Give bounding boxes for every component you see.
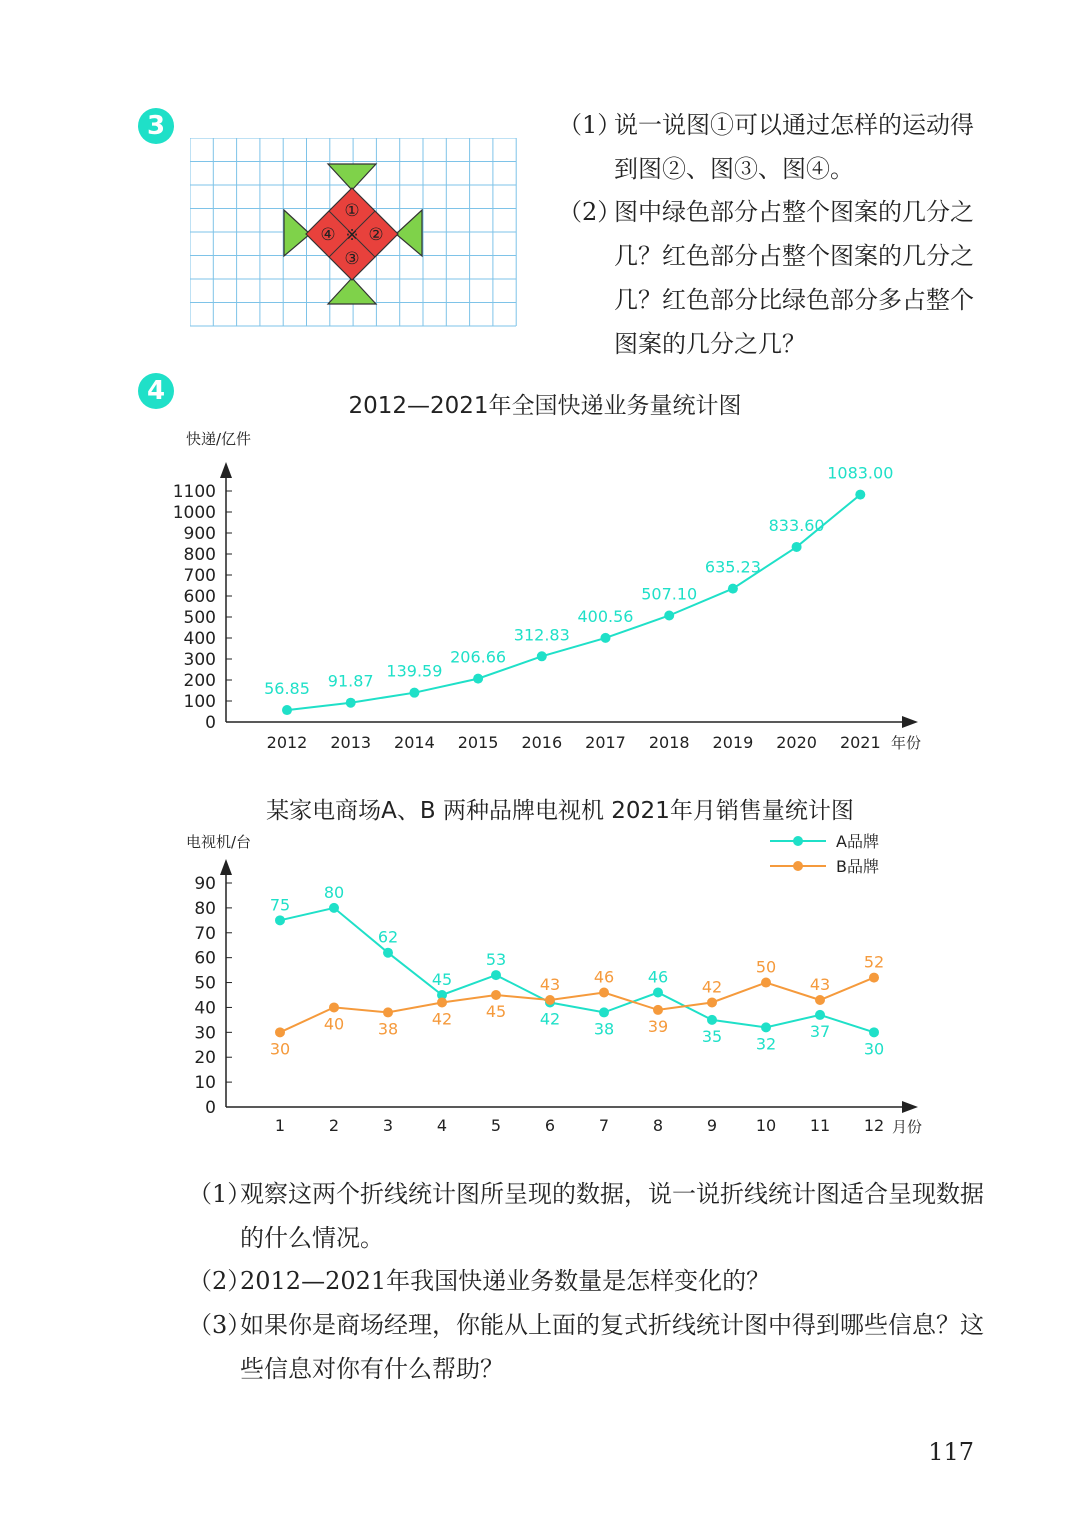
y-tick-label: 30 xyxy=(194,1023,216,1044)
data-label: 635.23 xyxy=(704,557,761,577)
series-a-label: 32 xyxy=(755,1034,777,1054)
data-label: 206.66 xyxy=(450,647,507,667)
x-tick-label: 3 xyxy=(382,1116,394,1135)
x-tick-label: 2014 xyxy=(394,733,435,752)
series-a-point xyxy=(599,1007,609,1017)
x-tick-label: 8 xyxy=(652,1116,664,1135)
exercise-4-question-2 xyxy=(188,1259,936,1303)
series-a-point xyxy=(815,1010,825,1020)
series-b-label: 43 xyxy=(809,974,831,994)
x-tick-label: 2 xyxy=(328,1116,340,1135)
y-tick-label: 90 xyxy=(194,874,216,894)
data-point xyxy=(855,490,865,500)
green-triangle-bottom xyxy=(328,278,376,304)
x-tick-label: 4 xyxy=(436,1116,448,1135)
series-b-label: 50 xyxy=(755,957,777,977)
series-b-point xyxy=(491,990,501,1000)
chart-1-title: 2012—2021年全国快递业务量统计图 xyxy=(348,393,742,419)
data-label: 312.83 xyxy=(513,625,570,645)
figure-label-2: ② xyxy=(368,225,384,245)
series-b-label: 30 xyxy=(269,1039,291,1059)
x-tick-label: 2013 xyxy=(330,733,372,752)
question-number: （2） xyxy=(558,198,622,226)
series-a-line xyxy=(280,908,874,1032)
y-tick-label: 60 xyxy=(194,948,216,969)
figure-label-3: ③ xyxy=(344,249,360,269)
series-b-point xyxy=(329,1002,339,1012)
series-a-label: 38 xyxy=(593,1019,615,1039)
y-tick-label: 400 xyxy=(183,629,216,649)
series-b-point xyxy=(383,1007,393,1017)
series-b-label: 42 xyxy=(701,977,723,997)
y-tick-label: 100 xyxy=(183,692,216,712)
series-b-point xyxy=(761,978,771,988)
series-a-label: 46 xyxy=(647,967,669,987)
data-point xyxy=(346,698,356,708)
series-a-point xyxy=(275,915,285,925)
legend-label-b: B品牌 xyxy=(836,857,879,876)
express-chart xyxy=(160,420,940,760)
data-label: 400.56 xyxy=(577,606,634,626)
series-a-point xyxy=(761,1022,771,1032)
series-b-point xyxy=(869,973,879,983)
y-tick-label: 900 xyxy=(183,524,216,544)
data-label: 833.60 xyxy=(768,515,825,535)
question-number: （2） xyxy=(188,1267,252,1295)
question-text: 观察这两个折线统计图所呈现的数据，说一说折线统计图适合呈现数据的什么情况。 xyxy=(240,1180,984,1252)
data-point xyxy=(282,705,292,715)
series-a-point xyxy=(707,1015,717,1025)
series-b-point xyxy=(653,1005,663,1015)
data-label: 139.59 xyxy=(386,661,443,681)
x-tick-label: 2015 xyxy=(457,733,499,752)
y-tick-label: 700 xyxy=(183,566,216,586)
x-tick-label: 2017 xyxy=(585,733,626,752)
x-tick-label: 6 xyxy=(544,1116,556,1135)
question-text: 说一说图①可以通过怎样的运动得到图②、图③、图④。 xyxy=(614,111,974,183)
x-tick-label: 2012 xyxy=(266,733,308,752)
exercise-4-question-1 xyxy=(188,1172,984,1260)
x-tick-label: 5 xyxy=(490,1116,502,1135)
series-a-label: 53 xyxy=(485,950,507,970)
data-point xyxy=(473,674,483,684)
y-tick-label: 800 xyxy=(183,545,216,565)
series-b-label: 38 xyxy=(377,1019,399,1039)
chart-2-xlabel: 月份 xyxy=(892,1118,923,1136)
series-b-label: 42 xyxy=(431,1009,453,1029)
y-tick-label: 0 xyxy=(205,1098,216,1118)
y-tick-label: 20 xyxy=(194,1048,216,1069)
data-label: 507.10 xyxy=(641,584,698,604)
y-tick-label: 500 xyxy=(183,608,216,628)
y-tick-label: 80 xyxy=(194,898,216,919)
series-a-label: 62 xyxy=(377,927,399,947)
series-a-point xyxy=(383,948,393,958)
data-label: 56.85 xyxy=(264,679,310,699)
y-tick-label: 0 xyxy=(205,713,216,733)
question-text: 如果你是商场经理，你能从上面的复式折线统计图中得到哪些信息？这些信息对你有什么帮助？ xyxy=(240,1311,984,1383)
data-label: 1083.00 xyxy=(827,463,894,483)
y-tick-label: 40 xyxy=(194,998,216,1019)
y-tick-label: 200 xyxy=(183,671,216,691)
chart-1-ylabel: 快递/亿件 xyxy=(186,430,252,448)
data-point xyxy=(664,611,674,621)
green-triangle-top xyxy=(328,164,376,190)
chart-2-title: 某家电商场A、B 两种品牌电视机 2021年月销售量统计图 xyxy=(266,798,854,824)
y-tick-label: 10 xyxy=(194,1073,216,1094)
x-tick-label: 2016 xyxy=(521,733,563,752)
legend-marker-a xyxy=(793,836,803,846)
y-tick-label: 600 xyxy=(183,587,216,607)
data-point xyxy=(728,584,738,594)
exercise-3-badge: 3 xyxy=(138,108,174,144)
exercise-4-badge: 4 xyxy=(138,373,174,409)
question-number: （3） xyxy=(188,1311,252,1339)
x-tick-label: 9 xyxy=(706,1116,718,1135)
series-b-point xyxy=(707,997,717,1007)
series-a-point xyxy=(491,970,501,980)
x-tick-label: 2019 xyxy=(712,733,754,752)
tv-sales-chart xyxy=(160,825,940,1145)
page-number: 117 xyxy=(928,1438,974,1466)
figure-label-4: ④ xyxy=(320,225,336,245)
series-a-label: 30 xyxy=(863,1039,885,1059)
figure-center-mark: ※ xyxy=(345,226,359,244)
series-a-point xyxy=(329,903,339,913)
chart-2-ylabel: 电视机/台 xyxy=(186,833,252,851)
legend-marker-b xyxy=(793,861,803,871)
question-number: （1） xyxy=(188,1180,252,1208)
x-tick-label: 2018 xyxy=(648,733,690,752)
series-b-label: 45 xyxy=(485,1002,507,1021)
x-tick-label: 12 xyxy=(863,1116,885,1135)
exercise-3-question-1 xyxy=(558,103,988,191)
series-b-label: 46 xyxy=(593,967,615,987)
data-point xyxy=(792,542,802,552)
exercise-4-question-3 xyxy=(188,1303,984,1391)
series-a-label: 75 xyxy=(269,895,291,915)
x-tick-label: 7 xyxy=(598,1116,610,1135)
x-tick-label: 10 xyxy=(755,1116,777,1135)
y-tick-label: 1000 xyxy=(172,503,216,523)
series-b-point xyxy=(275,1027,285,1037)
x-tick-label: 2021 xyxy=(839,733,881,752)
legend xyxy=(770,832,879,876)
series-b-point xyxy=(599,988,609,998)
question-text: 图中绿色部分占整个图案的几分之几？红色部分占整个图案的几分之几？红色部分比绿色部分多占整个图案的几分之几？ xyxy=(614,198,974,358)
y-tick-label: 50 xyxy=(194,973,216,994)
series-a-label: 80 xyxy=(323,882,345,902)
series-a-label: 37 xyxy=(809,1021,831,1041)
series-a-label: 42 xyxy=(539,1009,561,1029)
legend-label-a: A品牌 xyxy=(836,832,879,851)
x-tick-label: 2020 xyxy=(776,733,817,752)
question-text: 2012—2021年我国快递业务数量是怎样变化的？ xyxy=(240,1267,771,1295)
series-b-label: 39 xyxy=(647,1016,669,1036)
grid-figure xyxy=(190,138,520,330)
data-point xyxy=(409,688,419,698)
series-a-label: 35 xyxy=(701,1026,723,1046)
question-number: （1） xyxy=(558,111,622,139)
exercise-3-question-2 xyxy=(558,190,988,366)
x-tick-label: 1 xyxy=(274,1116,286,1135)
data-label: 91.87 xyxy=(327,671,374,691)
series-b-point xyxy=(815,995,825,1005)
chart-1-xlabel: 年份 xyxy=(891,734,922,752)
series-b-label: 40 xyxy=(323,1014,345,1034)
figure-label-1: ① xyxy=(344,201,360,221)
y-tick-label: 70 xyxy=(194,923,216,944)
y-tick-label: 300 xyxy=(183,650,216,670)
series-b-point xyxy=(545,995,555,1005)
series-b-label: 43 xyxy=(539,974,561,994)
series-a-label: 45 xyxy=(431,970,453,989)
data-point xyxy=(601,633,611,643)
series-a-point xyxy=(869,1027,879,1037)
data-point xyxy=(537,651,547,661)
x-tick-label: 11 xyxy=(809,1116,831,1135)
y-tick-label: 1100 xyxy=(172,482,216,502)
series-b-point xyxy=(437,997,447,1007)
series-b-line xyxy=(280,978,874,1033)
series-a-point xyxy=(653,988,663,998)
series-b-label: 52 xyxy=(863,952,885,972)
